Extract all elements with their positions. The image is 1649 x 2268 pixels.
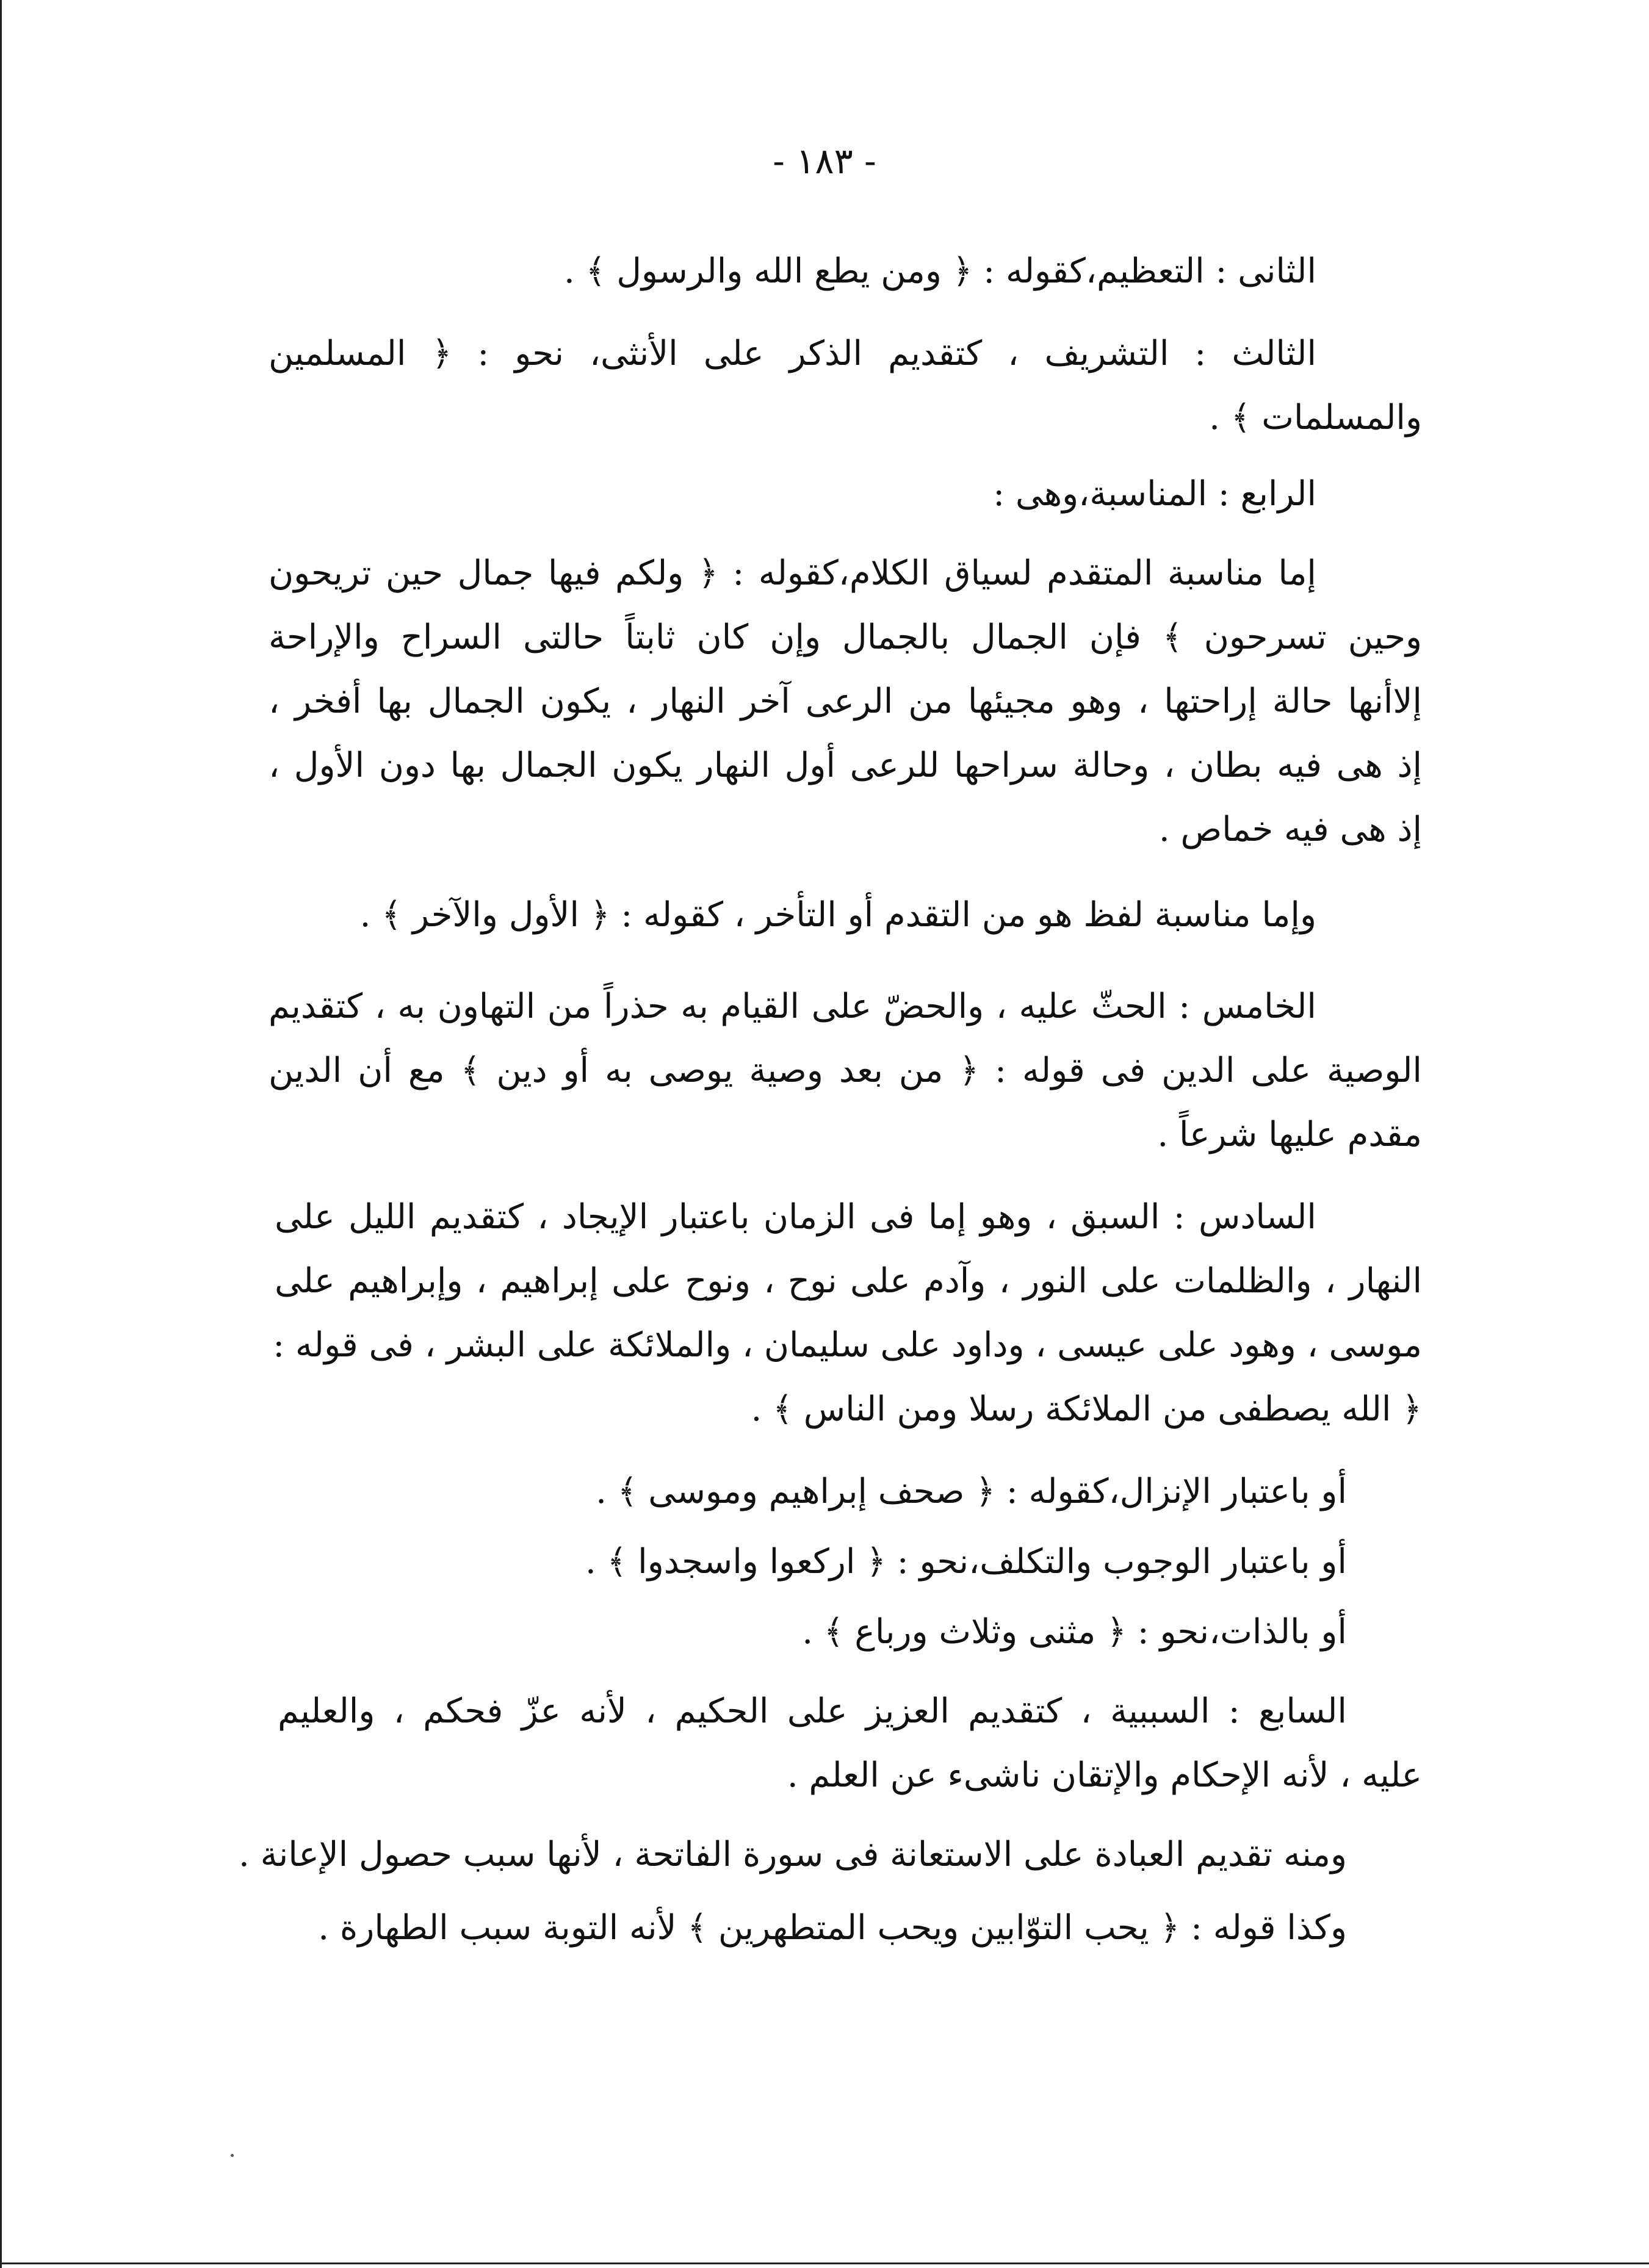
page-number: - ١٨٣ - (773, 140, 876, 182)
text-line-second-glorification: الثانى : التعظيم،كقوله : ﴿ ومن يطع الله والرسول ﴾ . (563, 251, 1316, 291)
text-line-seventh-causality: السابع : السببية ، كتقديم العزيز على الحكيم ، لأنه عزّ فحكم ، والعليم (278, 1691, 1347, 1731)
text-line-sixth-precedence-4: ﴿ الله يصطفى من الملائكة رسلا ومن الناس ﴾ . (751, 1389, 1422, 1429)
text-line-context-fit-5: إذ هى فيه خماص . (1158, 810, 1422, 849)
text-line-seventh-causality-2: عليه ، لأنه الإحكام والإتقان ناشىء عن العلم . (787, 1755, 1422, 1795)
text-line-obligation: أو باعتبار الوجوب والتكلف،نحو : ﴿ اركعوا واسجدوا ﴾ . (585, 1542, 1347, 1582)
bottom-page-border (0, 2263, 1649, 2264)
text-line-third-continuation: والمسلمات ﴾ . (1209, 398, 1422, 437)
text-line-sixth-precedence-2: النهار ، والظلمات على النور ، وآدم على نوح ، ونوح على إبراهيم ، وإبراهيم على (275, 1261, 1422, 1301)
scan-speck (231, 2154, 234, 2157)
text-line-fifth-urging-3: مقدم عليها شرعاً . (1157, 1115, 1422, 1154)
text-line-context-fit-3: إلاأنها حالة إراحتها ، وهو مجيئها من الرعى آخر النهار ، يكون الجمال بها أفخر ، (269, 682, 1422, 721)
text-line-third-honoring: الثالث : التشريف ، كتقديم الذكر على الأنثى، نحو : ﴿ المسلمين (269, 334, 1316, 373)
text-line-revelation: أو باعتبار الإنزال،كقوله : ﴿ صحف إبراهيم وموسى ﴾ . (596, 1472, 1347, 1511)
text-line-sixth-precedence-3: موسى ، وهود على عيسى ، وداود على سليمان ، والملائكة على البشر ، فى قوله : (273, 1325, 1422, 1365)
text-line-fourth-appropriateness: الرابع : المناسبة،وهى : (993, 474, 1316, 514)
text-line-fifth-urging-2: الوصية على الدين فى قوله : ﴿ من بعد وصية يوصى به أو دين ﴾ مع أن الدين (269, 1051, 1422, 1090)
text-line-context-fit: إما مناسبة المتقدم لسياق الكلام،كقوله : ﴿ ولكم فيها جمال حين تريحون (269, 553, 1316, 593)
text-line-context-fit-4: إذ هى فيه بطان ، وحالة سراحها للرعى أول النهار يكون الجمال بها دون الأول ، (269, 746, 1422, 785)
left-page-border (0, 0, 2, 2268)
text-line-context-fit-2: وحين تسرحون ﴾ فإن الجمال بالجمال وإن كان ثابتاً حالتى السراح والإراحة (269, 617, 1422, 657)
text-line-fifth-urging: الخامس : الحثّ عليه ، والحضّ على القيام به حذراً من التهاون به ، كتقديم (269, 987, 1316, 1026)
text-line-sixth-precedence: السادس : السبق ، وهو إما فى الزمان باعتبار الإيجاد ، كتقديم الليل على (275, 1197, 1316, 1237)
text-line-essence: أو بالذات،نحو : ﴿ مثنى وثلاث ورباع ﴾ . (802, 1612, 1347, 1652)
text-line-word-fit: وإما مناسبة لفظ هو من التقدم أو التأخر ، كقوله : ﴿ الأول والآخر ﴾ . (359, 895, 1316, 935)
text-line-fatiha-example: ومنه تقديم العبادة على الاستعانة فى سورة الفاتحة ، لأنها سبب حصول الإعانة . (239, 1835, 1347, 1874)
text-line-repentance-example: وكذا قوله : ﴿ يحب التوّابين ويحب المتطهرين ﴾ لأنه التوبة سبب الطهارة . (318, 1908, 1347, 1948)
